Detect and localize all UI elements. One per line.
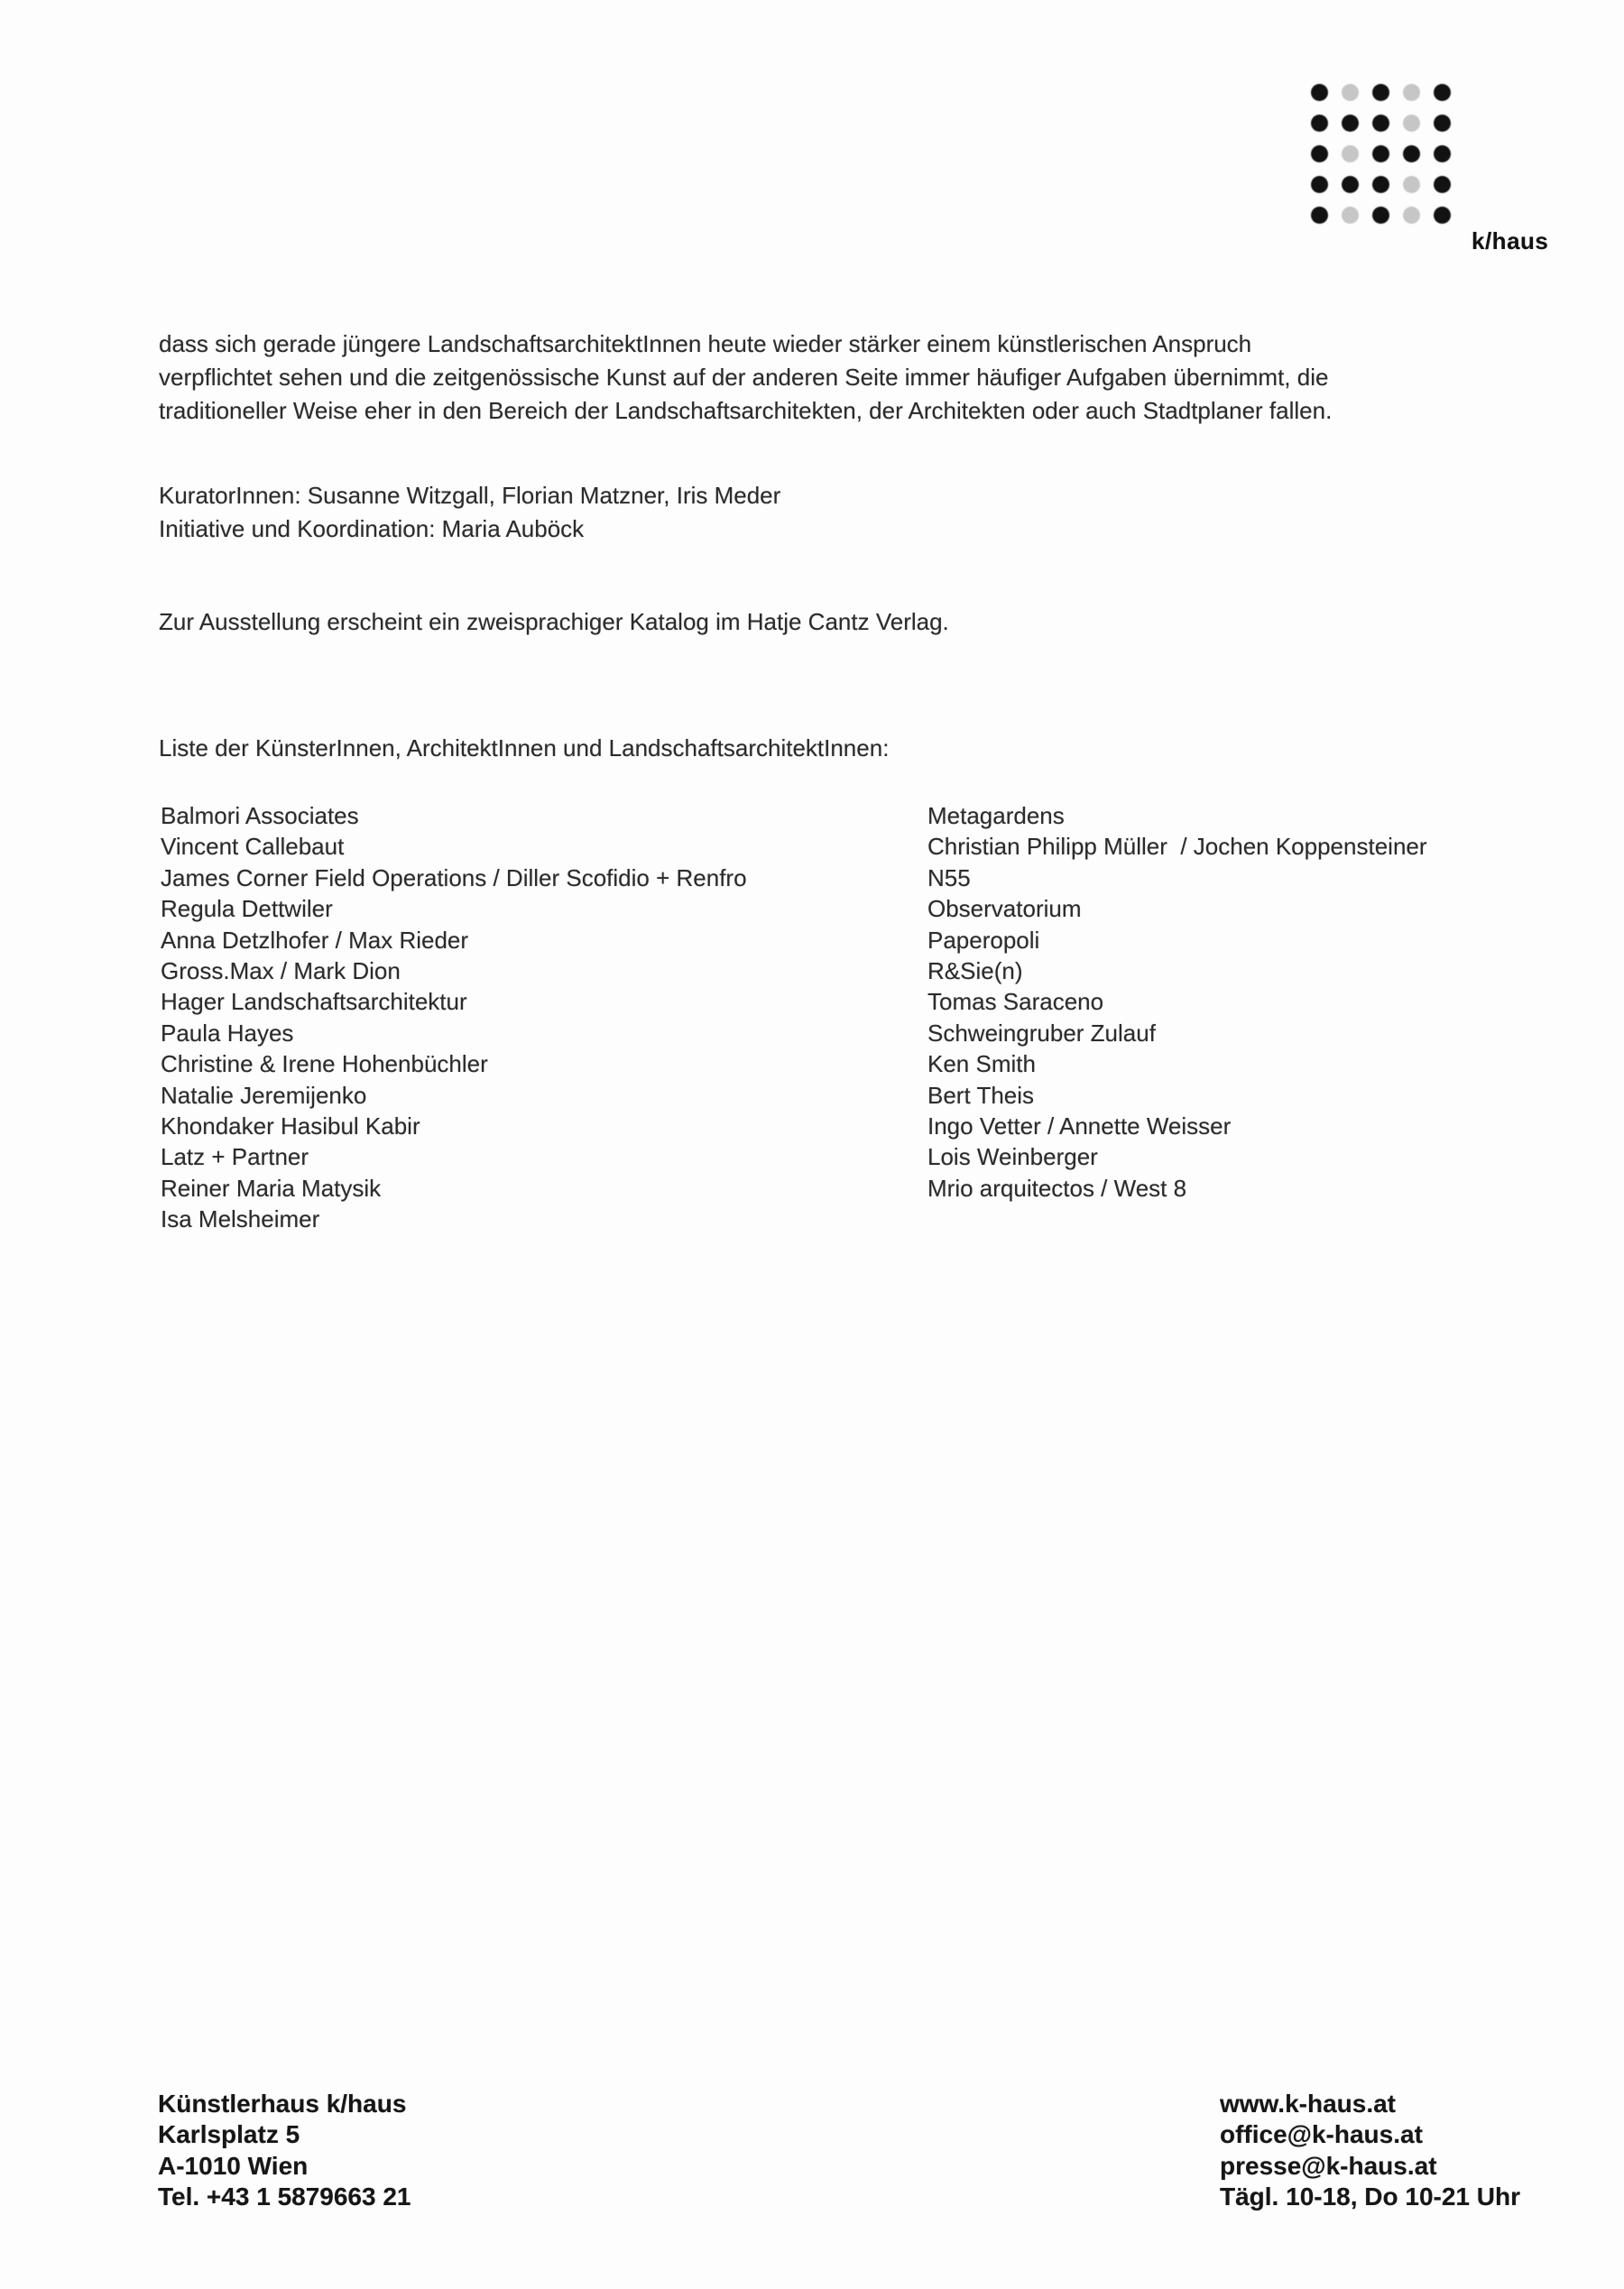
- list-item: Regula Dettwiler: [161, 895, 333, 923]
- logo-dot-black: [1372, 84, 1389, 101]
- list-item: N55: [927, 863, 971, 891]
- footer-line: Tägl. 10-18, Do 10-21 Uhr: [1220, 2183, 1521, 2211]
- footer-line: presse@k-haus.at: [1220, 2151, 1437, 2180]
- list-item: Vincent Callebaut: [161, 833, 345, 861]
- list-item: James Corner Field Operations / Diller Scofidio + Renfro: [161, 863, 747, 891]
- list-item: Metagardens: [927, 802, 1065, 829]
- participants-list-heading: Liste der KünsterInnen, ArchitektInnen und LandschaftsarchitektInnen:: [159, 734, 890, 761]
- logo-dot-black: [1311, 207, 1328, 224]
- logo-dot-black: [1434, 145, 1451, 162]
- list-item: Ingo Vetter / Annette Weisser: [927, 1112, 1232, 1140]
- list-item: Ken Smith: [927, 1050, 1036, 1078]
- list-item: Natalie Jeremijenko: [161, 1081, 367, 1109]
- logo-dot-gray: [1342, 84, 1359, 101]
- list-item: Paula Hayes: [161, 1019, 294, 1047]
- khaus-logo-dot-matrix-icon: [1311, 84, 1464, 237]
- list-item: Mrio arquitectos / West 8: [927, 1174, 1187, 1202]
- logo-dot-black: [1342, 176, 1359, 193]
- list-item: Anna Detzlhofer / Max Rieder: [161, 926, 469, 954]
- list-item: Khondaker Hasibul Kabir: [161, 1112, 420, 1140]
- intro-line: traditioneller Weise eher in den Bereich der Landschaftsarchitekten, der Architekten oder auch Stadtplaner fallen.: [159, 397, 1333, 424]
- logo-dot-gray: [1342, 207, 1359, 224]
- list-item: Tomas Saraceno: [927, 988, 1104, 1016]
- credits-block: [159, 479, 780, 546]
- credits-line: KuratorInnen: Susanne Witzgall, Florian Matzner, Iris Meder: [159, 482, 781, 509]
- logo-dot-black: [1372, 176, 1389, 193]
- intro-line: dass sich gerade jüngere LandschaftsarchitektInnen heute wieder stärker einem künstlerischen Anspruch: [159, 330, 1252, 357]
- list-item: Gross.Max / Mark Dion: [161, 957, 401, 985]
- logo-dot-black: [1372, 115, 1389, 132]
- intro-paragraph: [159, 328, 1566, 428]
- list-item: Lois Weinberger: [927, 1143, 1098, 1171]
- logo-dot-black: [1434, 84, 1451, 101]
- list-item: Reiner Maria Matysik: [161, 1174, 382, 1202]
- list-item: Paperopoli: [927, 926, 1040, 954]
- catalog-note: Zur Ausstellung erscheint ein zweisprachiger Katalog im Hatje Cantz Verlag.: [159, 608, 949, 635]
- logo-dot-gray: [1403, 207, 1420, 224]
- logo-dot-black: [1311, 115, 1328, 132]
- participants-column-right: [927, 800, 1427, 1204]
- footer-line: Künstlerhaus k/haus: [158, 2090, 407, 2118]
- logo-dot-gray: [1403, 115, 1420, 132]
- logo-dot-black: [1372, 207, 1389, 224]
- participants-column-left: [161, 800, 747, 1235]
- logo-dot-black: [1311, 84, 1328, 101]
- credits-line: Initiative und Koordination: Maria Auböck: [159, 515, 585, 542]
- intro-line: verpflichtet sehen und die zeitgenössische Kunst auf der anderen Seite immer häufiger Aufgaben übernimmt, die: [159, 364, 1329, 391]
- list-item: Balmori Associates: [161, 802, 359, 829]
- list-item: Bert Theis: [927, 1081, 1035, 1109]
- logo-dot-black: [1342, 115, 1359, 132]
- footer-address-block: [158, 2089, 411, 2213]
- list-item: Christine & Irene Hohenbüchler: [161, 1050, 488, 1078]
- footer-contact-block: [1220, 2089, 1520, 2213]
- logo-dot-gray: [1403, 84, 1420, 101]
- logo-dot-black: [1311, 176, 1328, 193]
- footer-line: Karlsplatz 5: [158, 2120, 300, 2149]
- khaus-logo-wordmark: k/haus: [1472, 227, 1549, 254]
- logo-dot-black: [1372, 145, 1389, 162]
- list-item: Latz + Partner: [161, 1143, 309, 1171]
- footer-line: Tel. +43 1 5879663 21: [158, 2183, 411, 2211]
- list-item: Schweingruber Zulauf: [927, 1019, 1156, 1047]
- footer-line: office@k-haus.at: [1220, 2120, 1423, 2149]
- list-item: Isa Melsheimer: [161, 1205, 320, 1233]
- list-item: Hager Landschaftsarchitektur: [161, 988, 467, 1016]
- logo-dot-gray: [1403, 176, 1420, 193]
- logo-dot-black: [1434, 115, 1451, 132]
- logo-dot-black: [1434, 176, 1451, 193]
- logo-dot-black: [1311, 145, 1328, 162]
- footer-line: A-1010 Wien: [158, 2151, 309, 2180]
- list-item: Christian Philipp Müller / Jochen Koppensteiner: [927, 833, 1427, 861]
- list-item: R&Sie(n): [927, 957, 1023, 985]
- logo-dot-black: [1403, 145, 1420, 162]
- logo-dot-black: [1434, 207, 1451, 224]
- list-item: Observatorium: [927, 895, 1082, 923]
- logo-dot-gray: [1342, 145, 1359, 162]
- footer-line: www.k-haus.at: [1220, 2090, 1397, 2118]
